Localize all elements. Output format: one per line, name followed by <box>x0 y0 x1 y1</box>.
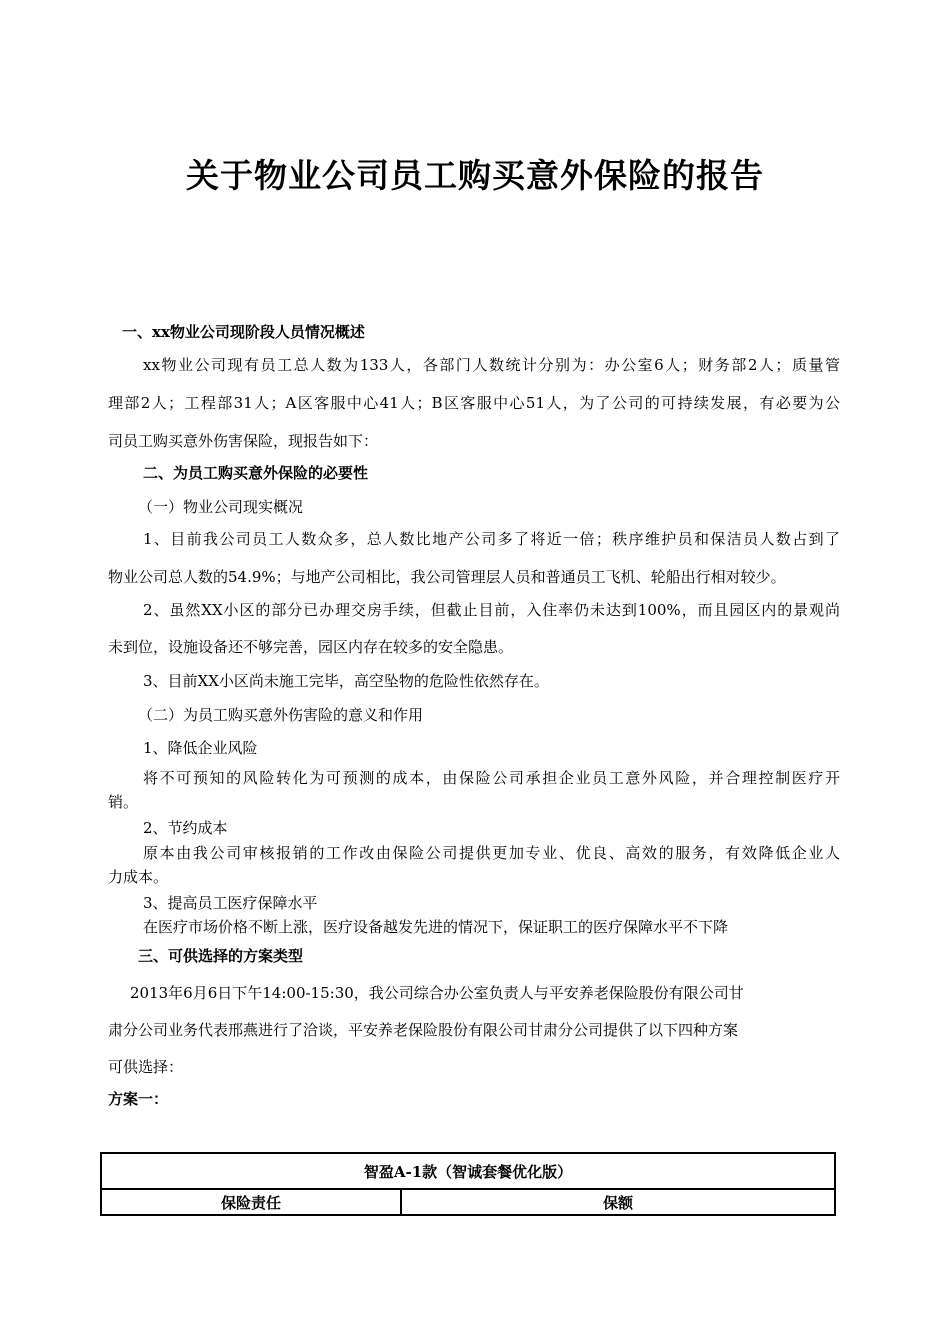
meaning-2-line-1: 原本由我公司审核报销的工作改由保险公司提供更加专业、优良、高效的服务，有效降低企业人 <box>143 844 840 862</box>
table-header-coverage: 保险责任 <box>101 1189 401 1215</box>
item-1-line-1: 1、目前我公司员工人数众多，总人数比地产公司多了将近一倍；秩序维护员和保洁员人数占到了 <box>143 530 840 548</box>
item-1-line-2: 物业公司总人数的54.9%；与地产公司相比，我公司管理层人员和普通员工飞机、轮船出行相对较少。 <box>108 568 786 586</box>
section-3-line-1: 2013年6月6日下午14:00-15:30，我公司综合办公室负责人与平安养老保险股份有限公司甘 <box>130 984 744 1002</box>
section-3-heading: 三、可供选择的方案类型 <box>138 947 304 965</box>
meaning-2-line-2: 力成本。 <box>108 868 169 886</box>
section-1-line-3: 司员工购买意外伤害保险，现报告如下： <box>108 432 379 450</box>
document-title: 关于物业公司员工购买意外保险的报告 <box>186 156 764 195</box>
meaning-3-line: 在医疗市场价格不断上涨，医疗设备越发先进的情况下，保证职工的医疗保障水平不下降 <box>143 918 729 936</box>
meaning-3-title: 3、提高员工医疗保障水平 <box>143 894 318 912</box>
meaning-1-line-2: 销。 <box>108 793 139 811</box>
meaning-2-title: 2、节约成本 <box>143 819 228 837</box>
section-1-line-1: xx物业公司现有员工总人数为133人，各部门人数统计分别为：办公室6人；财务部2人；质量管 <box>143 356 840 374</box>
section-3-line-2: 肃分公司业务代表邢燕进行了洽谈，平安养老保险股份有限公司甘肃分公司提供了以下四种方案 <box>108 1021 739 1039</box>
section-2-sub-2: （二）为员工购买意外伤害险的意义和作用 <box>138 706 424 724</box>
table-title: 智盈A-1款（智诚套餐优化版） <box>101 1153 835 1189</box>
section-2-heading: 二、为员工购买意外保险的必要性 <box>143 464 369 482</box>
item-3-line: 3、目前XX小区尚未施工完毕，高空坠物的危险性依然存在。 <box>143 672 549 690</box>
section-1-heading: 一、xx物业公司现阶段人员情况概述 <box>122 323 365 341</box>
section-1-line-2: 理部2人；工程部31人；A区客服中心41人；B区客服中心51人，为了公司的可持续发展，有必要为公 <box>108 394 840 412</box>
item-2-line-2: 未到位，设施设备还不够完善，园区内存在较多的安全隐患。 <box>108 638 514 656</box>
item-2-line-1: 2、虽然XX小区的部分已办理交房手续，但截止目前，入住率仍未达到100%，而且园区内的景观尚 <box>143 601 840 619</box>
section-3-line-3: 可供选择： <box>108 1058 184 1076</box>
section-2-sub-1: （一）物业公司现实概况 <box>138 498 304 516</box>
meaning-1-title: 1、降低企业风险 <box>143 739 258 757</box>
meaning-1-line-1: 将不可预知的风险转化为可预测的成本，由保险公司承担企业员工意外风险，并合理控制医疗开 <box>143 769 840 787</box>
plan-1-table <box>100 1152 836 1216</box>
table-header-amount: 保额 <box>401 1189 835 1215</box>
plan-1-label: 方案一： <box>108 1090 169 1108</box>
